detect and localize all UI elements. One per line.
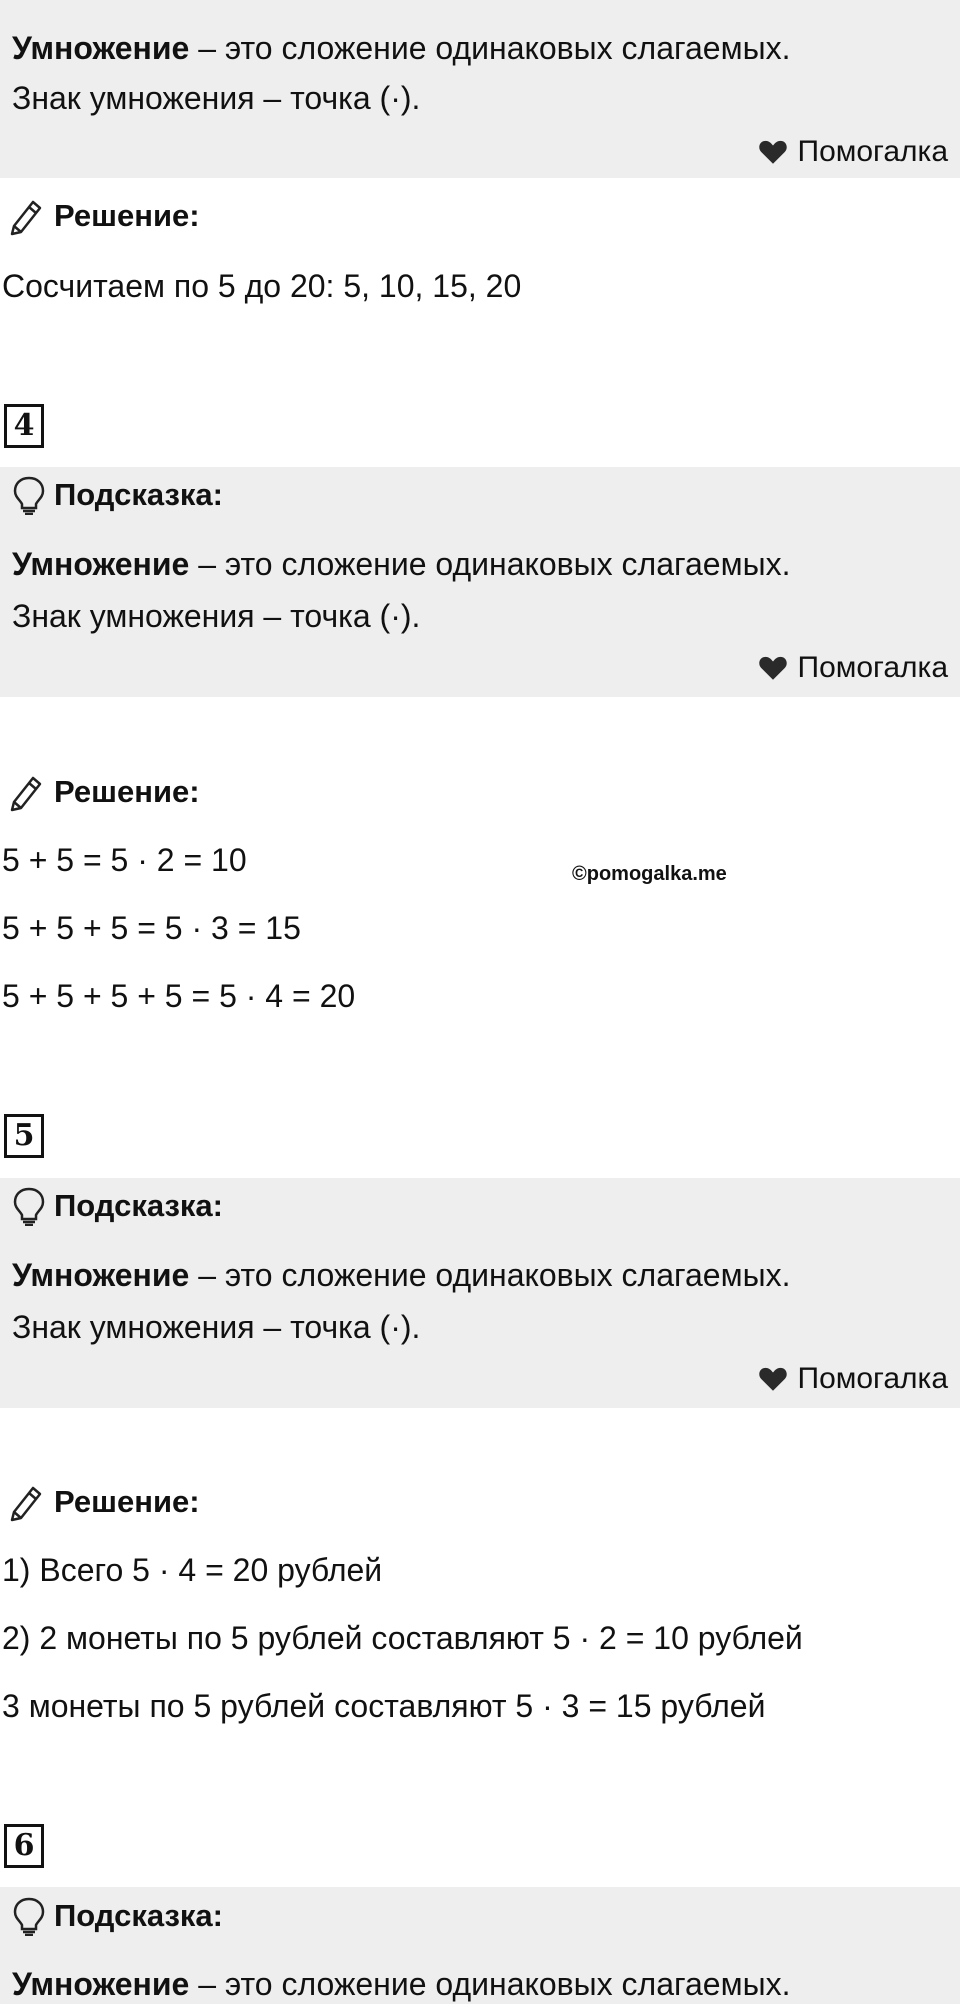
- pencil-icon: [6, 1482, 46, 1522]
- hint-definition-6: [12, 1964, 790, 2004]
- pencil-icon: [6, 772, 46, 812]
- hint-sign-4: Знак умножения – точка (·).: [12, 598, 421, 634]
- hint-heading-4: [12, 475, 223, 515]
- hint-label-5: Подсказка:: [54, 1188, 223, 1223]
- heart-icon: [758, 1366, 788, 1392]
- hint-term-4: Умножение: [12, 546, 190, 582]
- lightbulb-icon: [12, 1896, 46, 1936]
- credit-label-4: Помогалка: [797, 651, 948, 684]
- hint-term-6: Умножение: [12, 1966, 190, 2002]
- hint-definition: [12, 28, 790, 68]
- hint-definition-4: [12, 544, 790, 584]
- watermark: ©pomogalka.me: [572, 863, 727, 885]
- top-solution-line: Сосчитаем по 5 до 20: 5, 10, 15, 20: [2, 268, 522, 304]
- hint-term-5: Умножение: [12, 1257, 190, 1293]
- task-number-4: 4: [4, 404, 44, 448]
- hint-sign-5: Знак умножения – точка (·).: [12, 1309, 421, 1345]
- task4-line-1: 5 + 5 = 5 · 2 = 10: [2, 842, 247, 878]
- heart-icon: [758, 139, 788, 165]
- lightbulb-icon: [12, 475, 46, 515]
- hint-label-6: Подсказка:: [54, 1898, 223, 1933]
- task5-line-3: 3 монеты по 5 рублей составляют 5 · 3 = 15 рублей: [2, 1688, 766, 1724]
- solution-heading: [6, 196, 200, 236]
- credit-label-5: Помогалка: [797, 1362, 948, 1395]
- hint-rest-4: – это сложение одинаковых слагаемых.: [189, 546, 791, 582]
- hint-term: Умножение: [12, 30, 190, 66]
- task-number-5: 5: [4, 1114, 44, 1158]
- credit-5: [758, 1359, 949, 1399]
- hint-rest: – это сложение одинаковых слагаемых.: [189, 30, 791, 66]
- credit-label: Помогалка: [797, 135, 948, 168]
- credit: [758, 132, 949, 172]
- hint-sign: Знак умножения – точка (·).: [12, 80, 421, 116]
- solution-heading-5: [6, 1482, 200, 1522]
- credit-4: [758, 648, 949, 688]
- solution-label-4: Решение:: [54, 774, 200, 809]
- hint-rest-5: – это сложение одинаковых слагаемых.: [189, 1257, 791, 1293]
- task5-line-1: 1) Всего 5 · 4 = 20 рублей: [2, 1552, 383, 1588]
- task5-line-2: 2) 2 монеты по 5 рублей составляют 5 · 2 = 10 рублей: [2, 1620, 803, 1656]
- task4-line-3: 5 + 5 + 5 + 5 = 5 · 4 = 20: [2, 978, 356, 1014]
- hint-rest-6: – это сложение одинаковых слагаемых.: [189, 1966, 791, 2002]
- solution-label: Решение:: [54, 198, 200, 233]
- solution-heading-4: [6, 772, 200, 812]
- task-number-6: 6: [4, 1824, 44, 1868]
- hint-label-4: Подсказка:: [54, 477, 223, 512]
- hint-definition-5: [12, 1255, 790, 1295]
- hint-heading-5: [12, 1186, 223, 1226]
- task4-line-2: 5 + 5 + 5 = 5 · 3 = 15: [2, 910, 301, 946]
- solution-label-5: Решение:: [54, 1484, 200, 1519]
- hint-heading-6: [12, 1896, 223, 1936]
- lightbulb-icon: [12, 1186, 46, 1226]
- heart-icon: [758, 655, 788, 681]
- pencil-icon: [6, 196, 46, 236]
